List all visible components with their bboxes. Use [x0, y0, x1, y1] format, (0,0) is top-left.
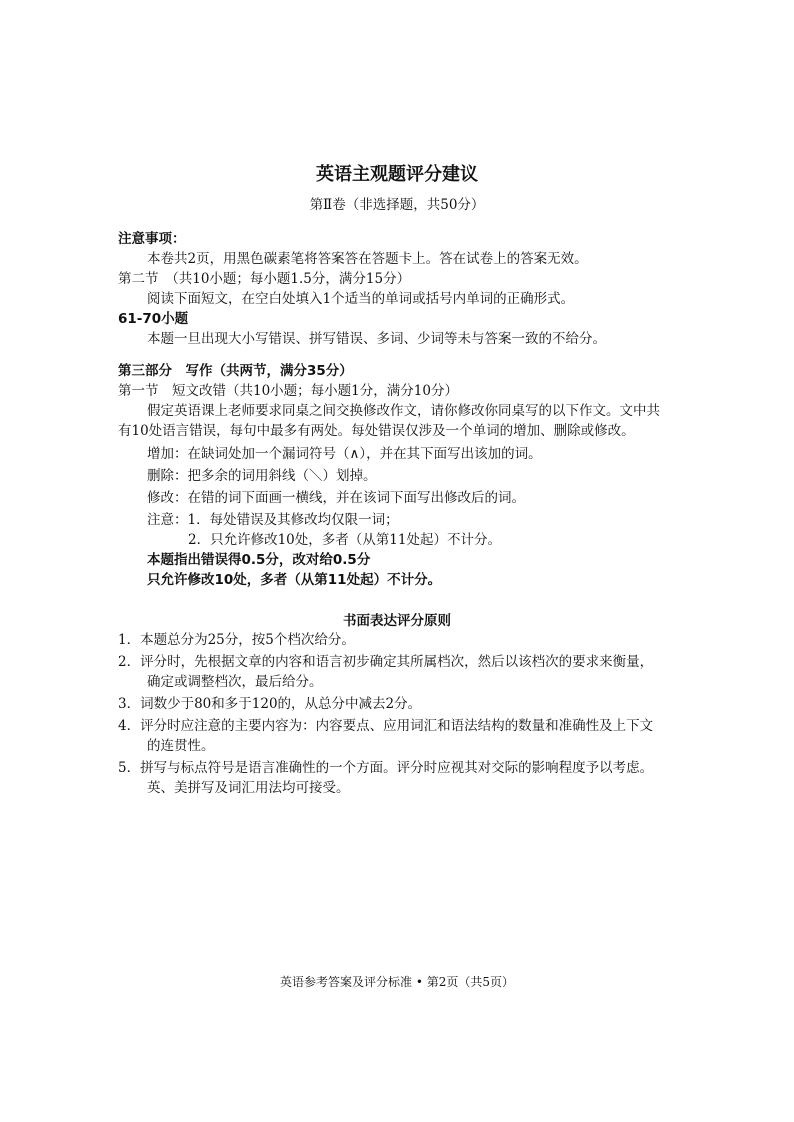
limit-rule: 只允许修改10处，多者（从第11处起）不计分。	[147, 572, 442, 588]
question-range: 61-70小题	[118, 311, 189, 327]
delete-rule: 删除：把多余的词用斜线（＼）划掉。	[147, 468, 377, 484]
list-item: 1．本题总分为25分，按5个档次给分。	[118, 632, 355, 648]
add-rule: 增加：在缺词处加一个漏词符号（∧），并在其下面写出该加的词。	[147, 446, 542, 462]
section-2-instruction: 阅读下面短文，在空白处填入1个适当的单词或括号内单词的正确形式。	[147, 291, 575, 307]
part-3-heading: 第三部分 写作（共两节，满分35分）	[118, 363, 353, 379]
list-item: 5．拼写与标点符号是语言准确性的一个方面。评分时应视其对交际的影响程度予以考虑。	[118, 760, 654, 776]
scoring-rule: 本题指出错误得0.5分，改对给0.5分	[147, 552, 371, 568]
notes-line: 本卷共2页，用黑色碳素笔将答案答在答题卡上。答在试卷上的答案无效。	[147, 251, 588, 267]
paragraph-line: 假定英语课上老师要求同桌之间交换修改作文，请你修改你同桌写的以下作文。文中共	[147, 403, 660, 419]
page-footer: 英语参考答案及评分标准 • 第2页（共5页）	[280, 975, 514, 989]
list-item-continuation: 确定或调整档次，最后给分。	[147, 674, 323, 690]
list-item: 2．评分时，先根据文章的内容和语言初步确定其所属档次，然后以该档次的要求来衡量，	[118, 654, 654, 670]
page-subtitle: 第Ⅱ卷（非选择题，共50分）	[309, 197, 485, 213]
writing-section-heading: 书面表达评分原则	[343, 613, 451, 629]
note-2: 2．只允许修改10处，多者（从第11处起）不计分。	[188, 532, 501, 548]
list-item-continuation: 的连贯性。	[147, 738, 215, 754]
notes-heading: 注意事项：	[118, 231, 186, 247]
grading-rule: 本题一旦出现大小写错误、拼写错误、多词、少词等未与答案一致的不给分。	[147, 331, 606, 347]
section-2-heading: 第二节 （共10小题；每小题1.5分，满分15分）	[118, 271, 411, 287]
section-1-heading: 第一节 短文改错（共10小题；每小题1分，满分10分）	[118, 383, 458, 399]
list-item-continuation: 英、美拼写及词汇用法均可接受。	[147, 780, 350, 796]
page-title: 英语主观题评分建议	[316, 164, 478, 185]
paragraph-line: 有10处语言错误，每句中最多有两处。每处错误仅涉及一个单词的增加、删除或修改。	[118, 423, 635, 439]
list-item: 3．词数少于80和多于120的，从总分中减去2分。	[118, 696, 422, 712]
list-item: 4．评分时应注意的主要内容为：内容要点、应用词汇和语法结构的数量和准确性及上下文	[118, 718, 654, 734]
modify-rule: 修改：在错的词下面画一横线，并在该词下面写出修改后的词。	[147, 490, 525, 506]
note-1: 注意：1．每处错误及其修改均仅限一词；	[147, 512, 399, 528]
